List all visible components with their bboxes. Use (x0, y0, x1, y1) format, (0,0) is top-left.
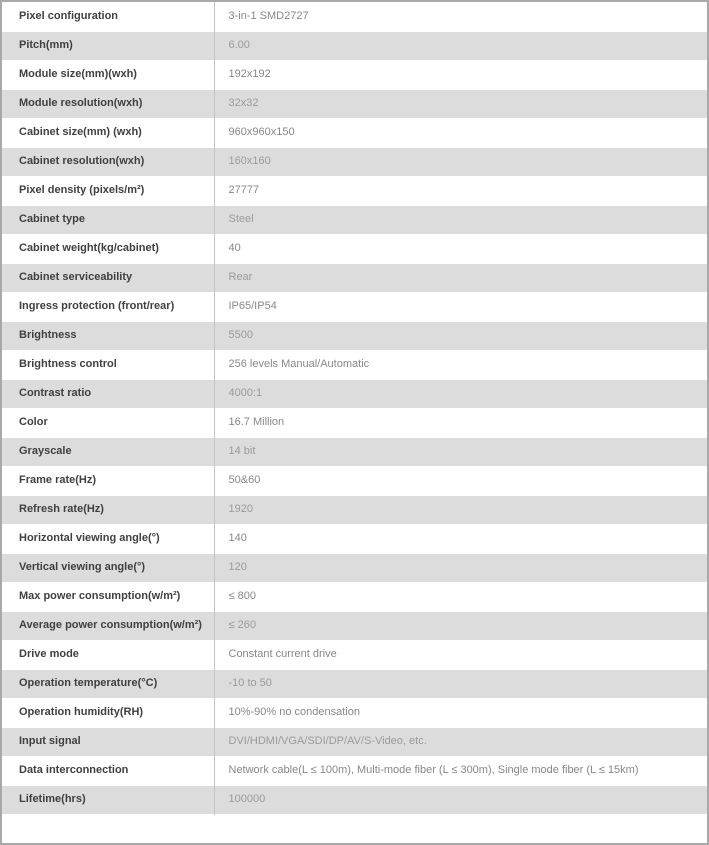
table-row (2, 437, 707, 466)
spec-label: Cabinet size(mm) (wxh) (19, 126, 142, 138)
spec-value: Steel (214, 205, 707, 234)
spec-label: Cabinet type (19, 213, 86, 225)
spec-value: ≤ 260 (214, 611, 707, 640)
table-row (2, 466, 707, 495)
spec-value: 5500 (214, 321, 707, 350)
spec-label: Cabinet resolution(wxh) (19, 155, 145, 167)
table-row (2, 611, 707, 640)
spec-value: 100000 (214, 785, 707, 814)
table-row (2, 553, 707, 582)
spec-label: Pixel configuration (19, 9, 119, 22)
spec-value: 3-in-1 SMD2727 (214, 2, 707, 31)
spec-value: 960x960x150 (214, 118, 707, 147)
spec-value: Constant current drive (214, 640, 707, 669)
spec-label: Module resolution(wxh) (19, 97, 143, 109)
spec-label: Horizontal viewing angle(°) (19, 532, 160, 544)
spec-value: 120 (214, 553, 707, 582)
table-row (2, 350, 707, 379)
spec-value: 27777 (214, 176, 707, 205)
table-row (2, 785, 707, 814)
spec-label: Frame rate(Hz) (19, 474, 97, 486)
table-row (2, 147, 707, 176)
spec-value: IP65/IP54 (214, 292, 707, 321)
spec-label: Data interconnection (19, 764, 129, 776)
spec-label: Cabinet serviceability (19, 271, 133, 283)
spec-value: 140 (214, 524, 707, 553)
spec-value: 6.00 (214, 31, 707, 60)
spec-value: 1920 (214, 495, 707, 524)
spec-label: Lifetime(hrs) (19, 793, 86, 805)
spec-value: 16.7 Million (214, 408, 707, 437)
spec-label: Contrast ratio (19, 387, 92, 399)
table-row (2, 582, 707, 611)
spec-label: Vertical viewing angle(°) (19, 561, 146, 573)
spec-label: Grayscale (19, 445, 72, 457)
spec-value: 32x32 (214, 89, 707, 118)
spec-value: 160x160 (214, 147, 707, 176)
spec-value: 10%-90% no condensation (214, 698, 707, 727)
table-row (2, 321, 707, 350)
table-row (2, 2, 707, 31)
table-row (2, 495, 707, 524)
spec-label: Drive mode (19, 648, 79, 660)
spec-value: 192x192 (214, 60, 707, 89)
table-row (2, 669, 707, 698)
spec-label: Color (19, 416, 48, 428)
table-row (2, 408, 707, 437)
spec-value: 50&60 (214, 466, 707, 495)
spec-value: Network cable(L ≤ 100m), Multi-mode fiber (L ≤ 300m), Single mode fiber (L ≤ 15km) (214, 756, 707, 785)
table-row (2, 205, 707, 234)
spec-value: DVI/HDMI/VGA/SDI/DP/AV/S-Video, etc. (214, 727, 707, 756)
table-row (2, 31, 707, 60)
spec-label: Module size(mm)(wxh) (19, 68, 137, 80)
table-row (2, 234, 707, 263)
table-row (2, 640, 707, 669)
spec-label: Ingress protection (front/rear) (19, 300, 175, 312)
spec-value: 4000:1 (214, 379, 707, 408)
spec-label: Refresh rate(Hz) (19, 503, 104, 515)
specifications (2, 2, 707, 815)
table-row (2, 292, 707, 321)
spec-value: -10 to 50 (214, 669, 707, 698)
table-row (2, 89, 707, 118)
spec-label: Operation temperature(°C) (19, 677, 158, 689)
spec-label: Operation humidity(RH) (19, 706, 144, 718)
spec-value: ≤ 800 (214, 582, 707, 611)
spec-label: Brightness control (19, 358, 117, 370)
spec-label: Max power consumption(w/m²) (19, 590, 181, 602)
spec-value: 14 bit (214, 437, 707, 466)
table-row (2, 176, 707, 205)
spec-value: 256 levels Manual/Automatic (214, 350, 707, 379)
table-row (2, 60, 707, 89)
spec-label: Cabinet weight(kg/cabinet) (19, 242, 159, 254)
spec-label: Input signal (19, 735, 81, 747)
table-row (2, 727, 707, 756)
spec-label: Brightness (19, 329, 77, 341)
table-row (2, 379, 707, 408)
table-row (2, 756, 707, 785)
table-row (2, 524, 707, 553)
spec-label: Average power consumption(w/m²) (19, 619, 202, 631)
table-row (2, 698, 707, 727)
table-row (2, 118, 707, 147)
table-row (2, 263, 707, 292)
spec-value: Rear (214, 263, 707, 292)
spec-value: 40 (214, 234, 707, 263)
spec-label: Pitch(mm) (19, 39, 73, 51)
spec-label: Pixel density (pixels/m²) (19, 184, 145, 196)
